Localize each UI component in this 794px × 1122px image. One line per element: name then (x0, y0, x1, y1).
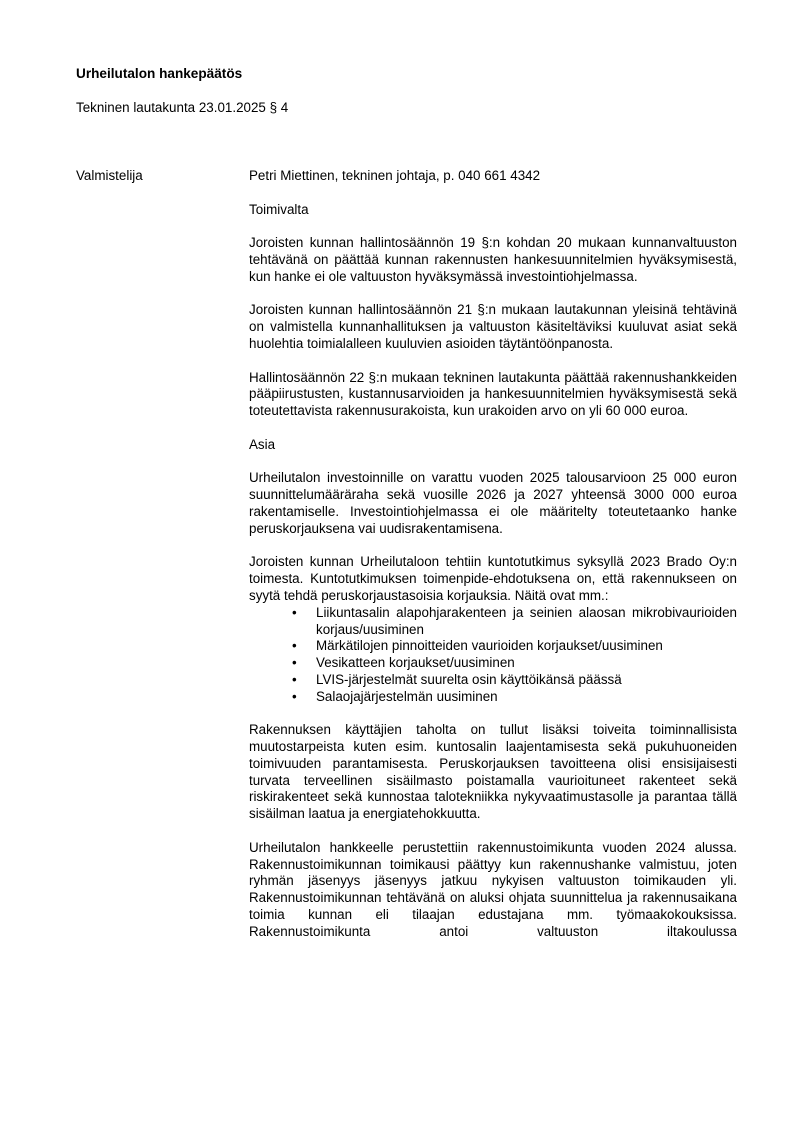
bullet-icon: • (292, 688, 297, 704)
authority-paragraph-2: Joroisten kunnan hallintosäännön 21 §:n mukaan lautakunnan yleisinä tehtävinä on valmistella kunnanhallituksen ja valtuuston käsiteltäviksi kuuluvat asiat sekä huolehtia toimialalleen kuuluvien asioiden täytäntöönpanosta. (249, 302, 737, 351)
document-title: Urheilutalon hankepäätös (76, 66, 243, 81)
list-item: • LVIS-järjestelmät suurelta osin käyttöikänsä päässä (292, 671, 622, 687)
list-item: • Salaojajärjestelmän uusiminen (292, 688, 498, 704)
authority-paragraph-3: Hallintosäännön 22 §:n mukaan tekninen lautakunta päättää rakennushankkeiden pääpiirustusten, kustannusarvioiden ja hankesuunnitelmien hyväksymisestä sekä toteutettavista rakennusurakoista, kun urakoiden arvo on yli 60 000 euroa. (249, 369, 737, 419)
matter-paragraph-1: Urheilutalon investoinnille on varattu vuoden 2025 talousarvioon 25 000 euron suunnittelumääräraha sekä vuosille 2026 ja 2027 yhteensä 3000 000 euroa rakentamiselle. Investointiohjelmassa ei ole määritelty toteutetaanko hanke peruskorjauksena vai uudisrakentamisena. (249, 470, 737, 536)
list-item: • Vesikatteen korjaukset/uusiminen (292, 655, 515, 671)
authority-paragraph-1: Joroisten kunnan hallintosäännön 19 §:n kohdan 20 mukaan kunnanvaltuuston tehtävänä on päättää kunnan rakennusten hankesuunnitelmien hyväksymisestä, kun hanke ei ole valtuuston hyväksymässä investointiohjelmassa. (249, 235, 737, 284)
bullet-icon: • (292, 638, 297, 654)
matter-paragraph-2: Joroisten kunnan Urheilutaloon tehtiin kuntotutkimus syksyllä 2023 Brado Oy:n toimesta. Kuntotutkimuksen toimenpide-ehdotuksena on, että rakennukseen on syytä tehdä peruskorjaustasoisia korjauksia. Näitä ovat mm.: (249, 554, 737, 603)
preparer-value: Petri Miettinen, tekninen johtaja, p. 040 661 4342 (249, 168, 541, 183)
matter-paragraph-3: Rakennuksen käyttäjien taholta on tullut lisäksi toiveita toiminnallisista muutostarpeista kuten esim. kuntosalin laajentamisesta sekä pukuhuoneiden toimivuuden parantamisesta. Peruskorjauksen tavoitteena olisi ensisijaisesti turvata terveellinen sisäilmasto poistamalla vaurioituneet rakenteet sekä riskirakenteet sekä kunnostaa talotekniikka nykyvaatimustasolle ja parantaa tällä sisäilman laatua ja energiatehokkuutta. (249, 722, 737, 822)
repair-list (249, 605, 737, 706)
matter-paragraph-4: Urheilutalon hankkeelle perustettiin rakennustoimikunta vuoden 2024 alussa. Rakennustoimikunnan toimikausi päättyy kun rakennushanke valmistuu, joten ryhmän jäsenyys jäsenyys jatkuu nykyisen valtuuston toimikauden yli. Rakennustoimikunnan tehtävänä on aluksi ohjata suunnittelua ja rakennusaikana toimia kunnan eli tilaajan edustajana mm. työmaakokouksissa. Rakennustoimikunta antoi valtuuston iltakoulussa (249, 839, 737, 939)
list-item: • Märkätilojen pinnoitteiden vaurioiden korjaukset/uusiminen (292, 638, 663, 654)
authority-heading: Toimivalta (249, 201, 309, 217)
list-item: • Liikuntasalin alapohjarakenteen ja seinien alaosan mikrobivaurioiden korjaus/uusiminen (292, 604, 737, 637)
bullet-icon: • (292, 604, 297, 620)
meeting-reference: Tekninen lautakunta 23.01.2025 § 4 (76, 100, 289, 115)
bullet-icon: • (292, 655, 297, 671)
preparer-label: Valmistelija (76, 168, 143, 183)
matter-heading: Asia (249, 436, 276, 452)
bullet-icon: • (292, 671, 297, 687)
document-body (249, 168, 737, 941)
